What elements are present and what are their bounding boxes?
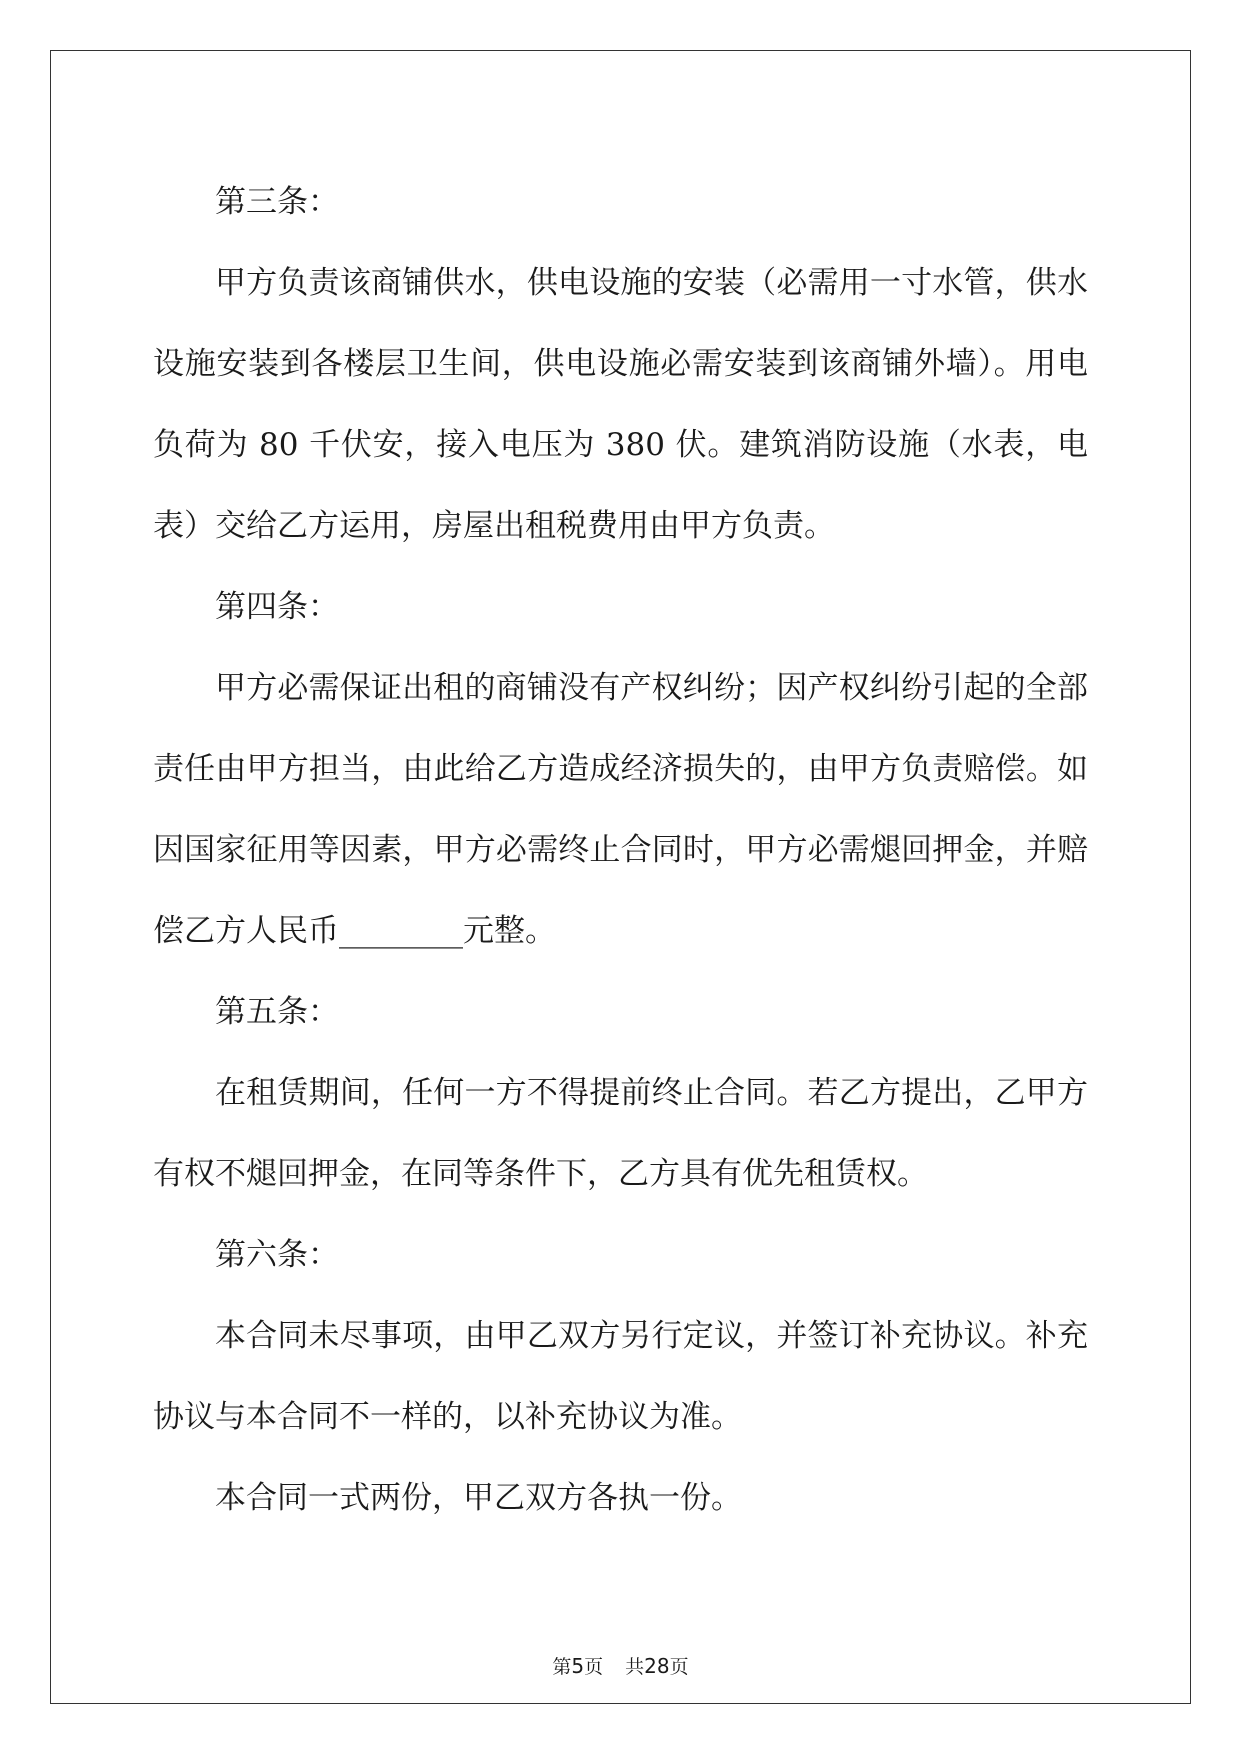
article-5-heading: 第五条： [215, 994, 339, 1030]
page-suffix: 页 [584, 1656, 604, 1678]
article-3-body: 甲方负责该商铺供水，供电设施的安装（必需用一寸水管，供水设施安装到各楼层卫生间，供电设施必需安装到该商铺外墙）。用电负荷为 80 千伏安，接入电压为 380 伏。建筑消防设施（水表，电表）交给乙方运用，房屋出租税费用由甲方负责。 [153, 265, 1088, 544]
article-4-heading: 第四条： [215, 589, 339, 625]
article-4-body: 甲方必需保证出租的商铺没有产权纠纷；因产权纠纷引起的全部责任由甲方担当，由此给乙方造成经济损失的，由甲方负责赔偿。如因国家征用等因素，甲方必需终止合同时，甲方必需煺回押金，并赔偿乙方人民币________元整。 [153, 670, 1088, 949]
total-pages: 28 [644, 1654, 670, 1678]
total-prefix: 共 [625, 1656, 645, 1678]
article-6-heading: 第六条： [215, 1237, 339, 1273]
copies-clause: 本合同一式两份，甲乙双方各执一份。 [215, 1480, 742, 1516]
page-number: 5 [571, 1654, 585, 1678]
page-prefix: 第 [552, 1656, 572, 1678]
article-5-body: 在租赁期间，任何一方不得提前终止合同。若乙方提出，乙甲方有权不煺回押金，在同等条件下，乙方具有优先租赁权。 [153, 1075, 1088, 1192]
page-footer [0, 1652, 1241, 1679]
document-body [153, 162, 1088, 1539]
article-3-heading: 第三条： [215, 184, 339, 220]
total-suffix: 页 [669, 1656, 689, 1678]
article-6-body: 本合同未尽事项，由甲乙双方另行定议，并签订补充协议。补充协议与本合同不一样的，以补充协议为准。 [153, 1318, 1088, 1435]
